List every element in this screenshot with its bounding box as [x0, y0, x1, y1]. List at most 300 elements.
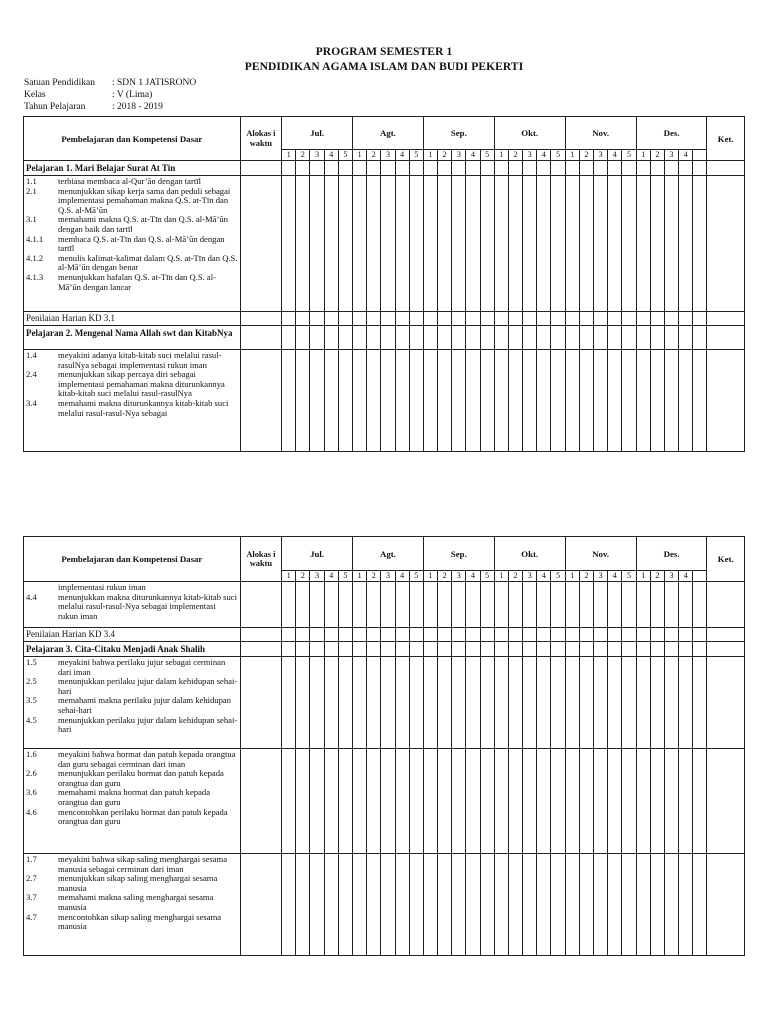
ket-cell	[707, 657, 745, 749]
week-cell	[353, 749, 367, 854]
week-cell	[381, 350, 395, 452]
week-cell	[608, 161, 622, 176]
week-cell	[409, 657, 423, 749]
week-cell	[480, 176, 494, 312]
week-cell	[296, 176, 310, 312]
week-cell	[494, 582, 508, 628]
week-cell	[523, 628, 537, 642]
week-number: 3	[452, 150, 466, 161]
week-cell	[608, 326, 622, 350]
week-cell	[438, 350, 452, 452]
week-cell	[466, 854, 480, 956]
week-number: 4	[608, 150, 622, 161]
week-cell	[664, 854, 678, 956]
week-cell	[565, 854, 579, 956]
alokasi-cell	[240, 749, 282, 854]
document-subtitle: PENDIDIKAN AGAMA ISLAM DAN BUDI PEKERTI	[244, 61, 524, 73]
week-cell	[338, 657, 352, 749]
week-cell	[409, 854, 423, 956]
week-number: 4	[395, 571, 409, 582]
kd-item	[26, 855, 238, 874]
week-cell	[508, 161, 522, 176]
week-cell	[579, 312, 593, 326]
kd-text: meyakini bahwa hormat dan patuh kepada orangtua dan guru sebagai cerminan dari iman	[58, 749, 236, 769]
header-month: Agt.	[353, 117, 424, 150]
week-cell	[452, 176, 466, 312]
week-cell	[353, 312, 367, 326]
week-cell	[579, 657, 593, 749]
week-cell	[565, 642, 579, 657]
week-cell	[452, 854, 466, 956]
week-cell	[537, 582, 551, 628]
week-number: 1	[494, 571, 508, 582]
header-row	[24, 117, 745, 150]
week-number: 5	[338, 571, 352, 582]
week-cell	[381, 657, 395, 749]
kd-text: memahami makna perilaku jujur dalam kehidupan sehai-hari	[58, 695, 232, 715]
kd-text: memahami makna hormat dan patuh kepada orangtua dan guru	[58, 787, 211, 807]
week-cell	[565, 326, 579, 350]
week-cell	[508, 312, 522, 326]
week-cell	[338, 161, 352, 176]
week-number: 5	[551, 571, 565, 582]
week-cell	[452, 326, 466, 350]
week-cell	[310, 350, 324, 452]
header-month: Nov.	[565, 537, 636, 571]
week-cell	[679, 749, 693, 854]
week-cell	[622, 350, 636, 452]
ket-cell	[707, 176, 745, 312]
kd-code: 1.7	[26, 854, 37, 864]
kd-item	[26, 215, 238, 234]
week-cell	[381, 749, 395, 854]
week-number: 4	[537, 571, 551, 582]
week-cell	[310, 628, 324, 642]
kd-list	[24, 176, 241, 312]
kd-code: 4.5	[26, 714, 37, 725]
lesson-row	[24, 161, 745, 176]
week-cell	[693, 642, 707, 657]
week-cell	[282, 350, 296, 452]
kd-group-row	[24, 854, 745, 956]
week-cell	[466, 161, 480, 176]
week-cell	[679, 312, 693, 326]
kd-code: 3.1	[26, 214, 37, 225]
week-cell	[409, 749, 423, 854]
kd-text: menunjukkan perilaku jujur dalam kehidupan sehai-hari	[58, 676, 238, 696]
week-cell	[310, 326, 324, 350]
alokasi-cell	[240, 326, 282, 350]
kd-group-row	[24, 582, 745, 628]
week-cell	[381, 854, 395, 956]
week-number: 2	[296, 571, 310, 582]
week-number: 3	[310, 571, 324, 582]
week-cell	[636, 176, 650, 312]
week-number: 4	[466, 150, 480, 161]
week-cell	[438, 161, 452, 176]
week-number: 4	[324, 150, 338, 161]
week-cell	[679, 628, 693, 642]
week-cell	[395, 582, 409, 628]
week-number: 4	[608, 571, 622, 582]
week-cell	[523, 657, 537, 749]
kd-list	[24, 749, 241, 854]
week-cell	[664, 161, 678, 176]
week-cell	[310, 854, 324, 956]
week-cell	[494, 161, 508, 176]
meta-label: Satuan Pendidikan	[24, 78, 95, 88]
week-cell	[324, 854, 338, 956]
week-cell	[664, 642, 678, 657]
kd-item	[26, 716, 238, 735]
week-cell	[523, 642, 537, 657]
week-number: 5	[622, 150, 636, 161]
week-cell	[494, 749, 508, 854]
week-cell	[324, 642, 338, 657]
week-cell	[622, 161, 636, 176]
week-cell	[551, 350, 565, 452]
kd-text: meyakini bahwa sikap saling menghargai sesama manusia sebagai cerminan dari iman	[58, 854, 228, 874]
week-cell	[679, 326, 693, 350]
week-cell	[367, 326, 381, 350]
week-number: 4	[324, 571, 338, 582]
week-cell	[693, 161, 707, 176]
kd-code: 2.4	[26, 369, 37, 380]
week-cell	[367, 628, 381, 642]
kd-text: menunjukkan sikap kerja sama dan peduli sebagai implementasi pemahaman makna Q.S. at-Tīn dan Q.S. al-Mā’ūn	[58, 185, 231, 215]
week-number: 3	[381, 150, 395, 161]
week-cell	[381, 176, 395, 312]
week-cell	[324, 350, 338, 452]
kd-code: 4.1.3	[26, 271, 44, 282]
week-cell	[367, 176, 381, 312]
kd-code: 3.4	[26, 397, 37, 408]
week-cell	[594, 628, 608, 642]
kd-item	[26, 874, 238, 893]
week-cell	[310, 176, 324, 312]
week-cell	[693, 854, 707, 956]
week-cell	[423, 657, 437, 749]
kd-item	[26, 677, 238, 696]
header-month: Okt.	[494, 117, 565, 150]
week-cell	[338, 176, 352, 312]
week-cell	[537, 854, 551, 956]
week-cell	[409, 176, 423, 312]
week-cell	[480, 161, 494, 176]
alokasi-cell	[240, 350, 282, 452]
week-cell	[395, 161, 409, 176]
week-cell	[551, 161, 565, 176]
kd-group-row	[24, 176, 745, 312]
week-cell	[338, 749, 352, 854]
week-cell	[679, 582, 693, 628]
week-cell	[395, 854, 409, 956]
week-cell	[551, 628, 565, 642]
week-cell	[523, 854, 537, 956]
week-number: 2	[650, 150, 664, 161]
lesson-row	[24, 642, 745, 657]
week-cell	[664, 326, 678, 350]
week-cell	[679, 350, 693, 452]
kd-code: 4.1.1	[26, 233, 44, 244]
week-cell	[636, 161, 650, 176]
week-cell	[381, 582, 395, 628]
week-cell	[608, 628, 622, 642]
kd-item	[26, 593, 238, 622]
week-cell	[466, 312, 480, 326]
kd-text: menunjukkan perilaku hormat dan patuh kepada orangtua dan guru	[58, 768, 224, 788]
kd-item	[26, 788, 238, 807]
week-number: 3	[452, 571, 466, 582]
week-cell	[338, 582, 352, 628]
week-cell	[508, 582, 522, 628]
week-cell	[650, 161, 664, 176]
week-cell	[636, 854, 650, 956]
week-cell	[423, 628, 437, 642]
week-cell	[438, 854, 452, 956]
week-cell	[466, 642, 480, 657]
ket-cell	[707, 312, 745, 326]
kd-text: meyakini adanya kitab-kitab suci melalui rasul-rasulNya sebagai implementasi rukun iman	[58, 350, 222, 370]
week-cell	[480, 657, 494, 749]
week-number: 2	[296, 150, 310, 161]
week-cell	[324, 312, 338, 326]
kd-item	[26, 351, 238, 370]
week-cell	[508, 854, 522, 956]
assessment-row	[24, 628, 745, 642]
kd-text: meyakini bahwa perilaku jujur sebagai cerminan dari iman	[58, 657, 226, 677]
week-cell	[537, 628, 551, 642]
meta-value: : V (Lima)	[112, 90, 153, 100]
week-cell	[381, 642, 395, 657]
week-number: 1	[282, 150, 296, 161]
week-cell	[608, 582, 622, 628]
week-cell	[664, 582, 678, 628]
week-cell	[367, 749, 381, 854]
meta-value: : SDN 1 JATISRONO	[112, 78, 197, 88]
meta-row	[24, 102, 163, 113]
week-cell	[523, 312, 537, 326]
week-cell	[282, 642, 296, 657]
week-cell	[353, 657, 367, 749]
week-cell	[636, 657, 650, 749]
week-cell	[353, 176, 367, 312]
kd-list	[24, 350, 241, 452]
week-cell	[551, 326, 565, 350]
header-month: Agt.	[353, 537, 424, 571]
week-cell	[282, 854, 296, 956]
week-cell	[636, 350, 650, 452]
week-cell	[438, 628, 452, 642]
header-month: Okt.	[494, 537, 565, 571]
week-cell	[664, 176, 678, 312]
kd-item	[26, 187, 238, 216]
kd-code: 2.1	[26, 185, 37, 196]
week-number	[693, 571, 707, 582]
week-cell	[310, 642, 324, 657]
week-cell	[693, 350, 707, 452]
week-number: 1	[423, 150, 437, 161]
week-cell	[537, 312, 551, 326]
week-number: 1	[636, 150, 650, 161]
ket-cell	[707, 161, 745, 176]
week-number: 5	[338, 150, 352, 161]
week-cell	[324, 176, 338, 312]
week-number: 2	[508, 150, 522, 161]
week-cell	[480, 749, 494, 854]
week-cell	[650, 628, 664, 642]
week-cell	[466, 749, 480, 854]
week-number: 3	[664, 150, 678, 161]
week-cell	[537, 657, 551, 749]
week-cell	[664, 628, 678, 642]
week-cell	[523, 176, 537, 312]
week-cell	[466, 582, 480, 628]
week-cell	[282, 657, 296, 749]
week-cell	[494, 312, 508, 326]
alokasi-cell	[240, 642, 282, 657]
week-number: 1	[353, 571, 367, 582]
week-number: 3	[310, 150, 324, 161]
week-cell	[679, 657, 693, 749]
week-number: 2	[579, 571, 593, 582]
week-cell	[452, 642, 466, 657]
week-cell	[395, 657, 409, 749]
week-cell	[310, 161, 324, 176]
week-cell	[565, 628, 579, 642]
week-cell	[551, 312, 565, 326]
kd-code: 4.1.2	[26, 252, 44, 263]
week-cell	[480, 854, 494, 956]
week-cell	[381, 161, 395, 176]
week-cell	[494, 176, 508, 312]
week-cell	[480, 326, 494, 350]
kd-text: menunjukkan makna diturunkannya kitab-kitab suci melalui rasul-rasul-Nya sebagai implementasi rukun iman	[58, 591, 237, 621]
week-number: 2	[650, 571, 664, 582]
week-cell	[608, 312, 622, 326]
week-cell	[622, 749, 636, 854]
week-cell	[608, 854, 622, 956]
kd-text: mencontohkan perilaku hormat dan patuh kepada orangtua dan guru	[58, 806, 228, 827]
ket-cell	[707, 326, 745, 350]
kd-code: 1.5	[26, 657, 37, 667]
kd-item	[26, 399, 238, 418]
week-cell	[679, 161, 693, 176]
week-cell	[508, 642, 522, 657]
week-cell	[508, 628, 522, 642]
week-cell	[537, 176, 551, 312]
week-cell	[622, 628, 636, 642]
week-cell	[594, 350, 608, 452]
week-cell	[409, 350, 423, 452]
week-cell	[338, 628, 352, 642]
week-cell	[537, 326, 551, 350]
kd-item	[26, 893, 238, 912]
week-number: 1	[494, 150, 508, 161]
week-cell	[409, 642, 423, 657]
lesson-title: Pelajaran 2. Mengenal Nama Allah swt dan KitabNya	[24, 326, 241, 350]
week-cell	[282, 176, 296, 312]
week-cell	[395, 628, 409, 642]
week-cell	[310, 312, 324, 326]
kd-text: menunjukkan hafalan Q.S. at-Tīn dan Q.S. al-Mā’ūn dengan lancar	[58, 271, 216, 292]
lesson-title: Pelajaran 1. Mari Belajar Surat At Tin	[24, 161, 241, 176]
week-number: 5	[409, 571, 423, 582]
header-month: Des.	[636, 117, 707, 150]
lesson-title: Pelajaran 3. Cita-Citaku Menjadi Anak Shalih	[24, 642, 241, 657]
week-cell	[324, 628, 338, 642]
week-cell	[693, 176, 707, 312]
week-cell	[664, 350, 678, 452]
alokasi-cell	[240, 582, 282, 628]
ket-cell	[707, 642, 745, 657]
kd-text: mencontohkan sikap saling menghargai sesama manusia	[58, 911, 222, 932]
week-cell	[296, 326, 310, 350]
kd-code: 3.7	[26, 892, 37, 903]
week-number	[693, 150, 707, 161]
week-cell	[381, 326, 395, 350]
week-number: 2	[438, 571, 452, 582]
week-number: 4	[679, 571, 693, 582]
week-cell	[579, 350, 593, 452]
week-cell	[494, 854, 508, 956]
meta-row	[24, 78, 196, 89]
week-cell	[494, 326, 508, 350]
week-cell	[565, 582, 579, 628]
kd-text: menunjukkan sikap saling menghargai sesama manusia	[58, 873, 218, 893]
week-cell	[423, 749, 437, 854]
kd-item	[26, 235, 238, 254]
week-number: 2	[367, 571, 381, 582]
week-cell	[466, 350, 480, 452]
kd-group-row	[24, 657, 745, 749]
lesson-row	[24, 326, 745, 350]
week-cell	[622, 854, 636, 956]
kd-text: menunjukkan sikap percaya diri sebagai implementasi pemahaman makna diturunkannya kitab-kitab suci melalui rasul-rasulNya	[58, 369, 225, 399]
kd-code: 4.4	[26, 591, 37, 602]
week-cell	[353, 350, 367, 452]
week-cell	[409, 312, 423, 326]
meta-label: Tahun Pelajaran	[24, 102, 86, 112]
week-cell	[551, 657, 565, 749]
week-number: 1	[282, 571, 296, 582]
week-number: 5	[480, 150, 494, 161]
week-cell	[551, 854, 565, 956]
week-cell	[650, 312, 664, 326]
week-cell	[296, 642, 310, 657]
week-cell	[565, 749, 579, 854]
week-cell	[622, 326, 636, 350]
week-cell	[395, 749, 409, 854]
week-cell	[338, 642, 352, 657]
week-cell	[423, 582, 437, 628]
week-cell	[282, 326, 296, 350]
week-cell	[594, 176, 608, 312]
week-cell	[565, 161, 579, 176]
kd-code: 3.5	[26, 695, 37, 706]
header-ket: Ket.	[707, 117, 745, 161]
kd-item	[26, 808, 238, 827]
kd-item	[26, 696, 238, 715]
week-cell	[310, 749, 324, 854]
week-cell	[608, 749, 622, 854]
week-cell	[622, 312, 636, 326]
week-cell	[650, 176, 664, 312]
ket-cell	[707, 350, 745, 452]
week-cell	[353, 326, 367, 350]
meta-value: : 2018 - 2019	[112, 102, 163, 112]
week-cell	[650, 582, 664, 628]
